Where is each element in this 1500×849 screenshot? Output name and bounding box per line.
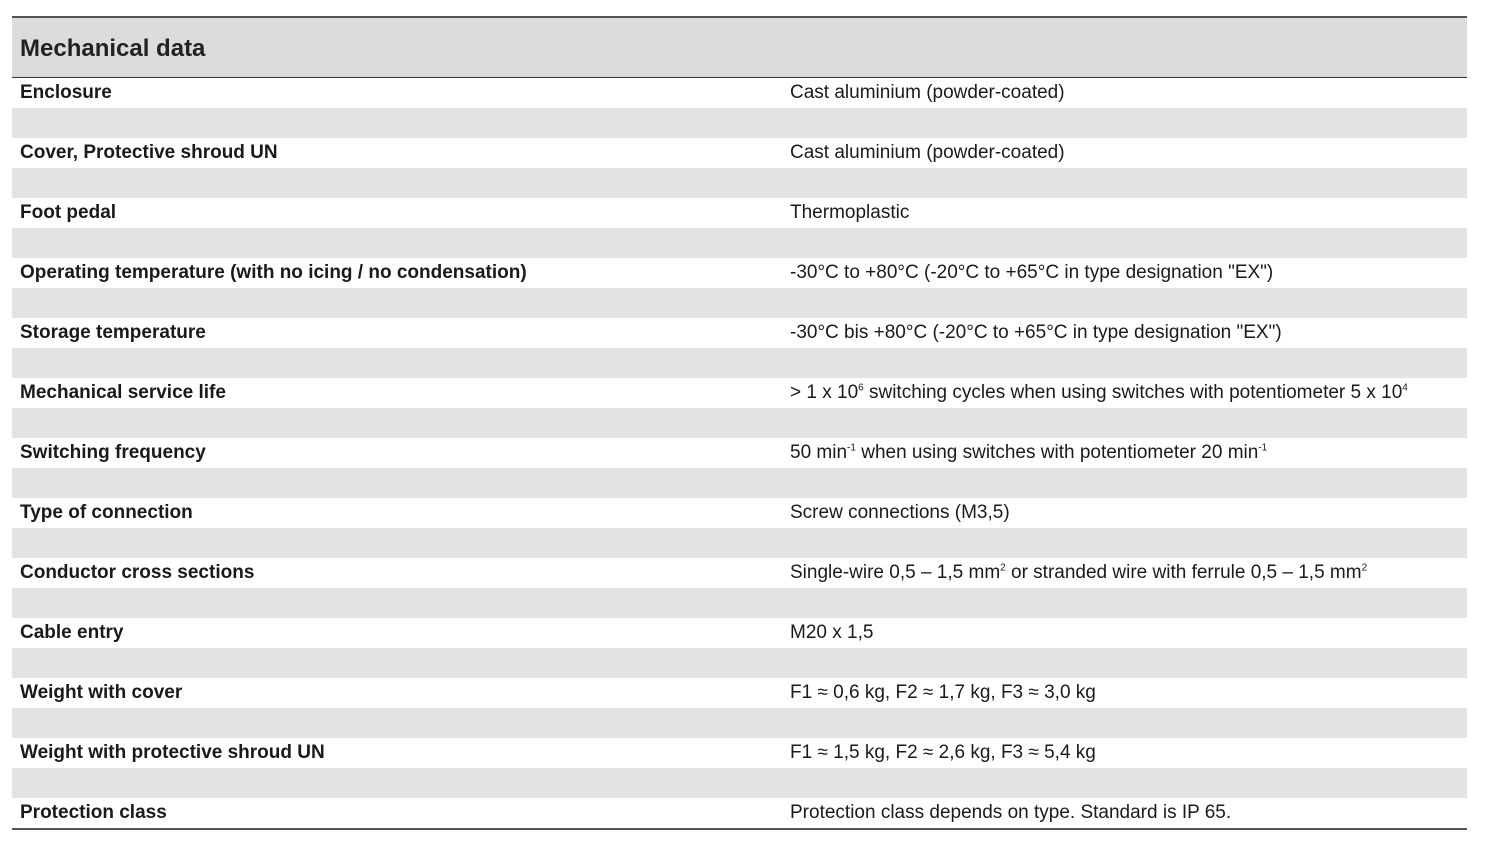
value-superscript: 2 (1000, 562, 1006, 574)
row-label-main: Switching frequency (20, 442, 206, 463)
row-label (20, 498, 193, 528)
row-value: Cast aluminium (powder-coated) (790, 82, 1065, 103)
value-text: > 1 x 10 (790, 382, 859, 403)
value-text: switching cycles when using switches with potentiometer 5 x 10 (863, 382, 1403, 403)
row-separator (12, 228, 1467, 258)
table-header (12, 18, 1467, 78)
row-value: -30°C bis +80°C (-20°C to +65°C in type designation "EX") (790, 322, 1282, 343)
value-text: Single-wire 0,5 – 1,5 mm (790, 562, 1001, 583)
row-label-main: Enclosure (20, 82, 112, 103)
row-label-main: Storage temperature (20, 322, 206, 343)
value-superscript: -1 (1258, 442, 1268, 454)
row-separator (12, 108, 1467, 138)
bottom-rule (12, 828, 1467, 830)
table-title: Mechanical data (20, 35, 206, 62)
row-value: F1 ≈ 1,5 kg, F2 ≈ 2,6 kg, F3 ≈ 5,4 kg (790, 742, 1096, 763)
row-separator (12, 768, 1467, 798)
row-value (790, 558, 1367, 588)
row-separator (12, 288, 1467, 318)
row-label-main: Cover, Protective shroud UN (20, 142, 278, 163)
row-label (20, 618, 123, 648)
row-label-main: Mechanical service life (20, 382, 226, 403)
row-value: Protection class depends on type. Standard is IP 65. (790, 802, 1232, 823)
table-row (12, 198, 1467, 228)
table-row (12, 738, 1467, 768)
row-label-main: Weight with cover (20, 682, 183, 703)
row-label (20, 738, 325, 768)
row-label-main: Type of connection (20, 502, 193, 523)
table-row (12, 438, 1467, 468)
table-body (12, 78, 1467, 828)
row-label-suffix: (with no icing / no condensation) (224, 262, 527, 283)
row-label-main: Foot pedal (20, 202, 117, 223)
row-label (20, 438, 206, 468)
table-row (12, 78, 1467, 108)
row-value: Cast aluminium (powder-coated) (790, 142, 1065, 163)
value-superscript: 6 (858, 382, 864, 394)
table-row (12, 258, 1467, 288)
table-row (12, 498, 1467, 528)
row-label (20, 678, 182, 708)
row-value (790, 438, 1267, 468)
row-label (20, 378, 226, 408)
value-superscript: 2 (1361, 562, 1368, 574)
row-label-main: Conductor cross sections (20, 562, 255, 583)
table-row (12, 318, 1467, 348)
row-label-main: Cable entry (20, 622, 124, 643)
row-value: Thermoplastic (790, 202, 910, 223)
row-label (20, 318, 206, 348)
value-text: or stranded wire with ferrule 0,5 – 1,5 mm (1005, 562, 1362, 583)
row-label-main: Protection class (20, 802, 167, 823)
row-label-main: Operating temperature (20, 262, 225, 283)
row-separator (12, 408, 1467, 438)
row-label (20, 78, 112, 108)
row-separator (12, 348, 1467, 378)
row-value: -30°C to +80°C (-20°C to +65°C in type designation "EX") (790, 262, 1274, 283)
row-separator (12, 168, 1467, 198)
row-value: Screw connections (M3,5) (790, 502, 1010, 523)
row-value: F1 ≈ 0,6 kg, F2 ≈ 1,7 kg, F3 ≈ 3,0 kg (790, 682, 1096, 703)
row-label (20, 798, 167, 828)
table-row (12, 678, 1467, 708)
value-text: when using switches with potentiometer 20 min (855, 442, 1259, 463)
table-row (12, 558, 1467, 588)
row-label (20, 138, 278, 168)
table-row (12, 138, 1467, 168)
row-value: M20 x 1,5 (790, 622, 874, 643)
row-label-main: Weight with protective shroud UN (20, 742, 325, 763)
row-separator (12, 588, 1467, 618)
table-row (12, 378, 1467, 408)
row-separator (12, 708, 1467, 738)
value-superscript: 4 (1402, 382, 1408, 394)
row-label (20, 558, 254, 588)
mechanical-data-table (12, 16, 1467, 830)
value-superscript: -1 (847, 442, 856, 454)
row-label (20, 198, 116, 228)
value-text: 50 min (790, 442, 848, 463)
table-row (12, 618, 1467, 648)
row-separator (12, 528, 1467, 558)
row-separator (12, 648, 1467, 678)
row-value (790, 378, 1408, 408)
row-label (20, 258, 527, 288)
table-row (12, 798, 1467, 828)
row-separator (12, 468, 1467, 498)
